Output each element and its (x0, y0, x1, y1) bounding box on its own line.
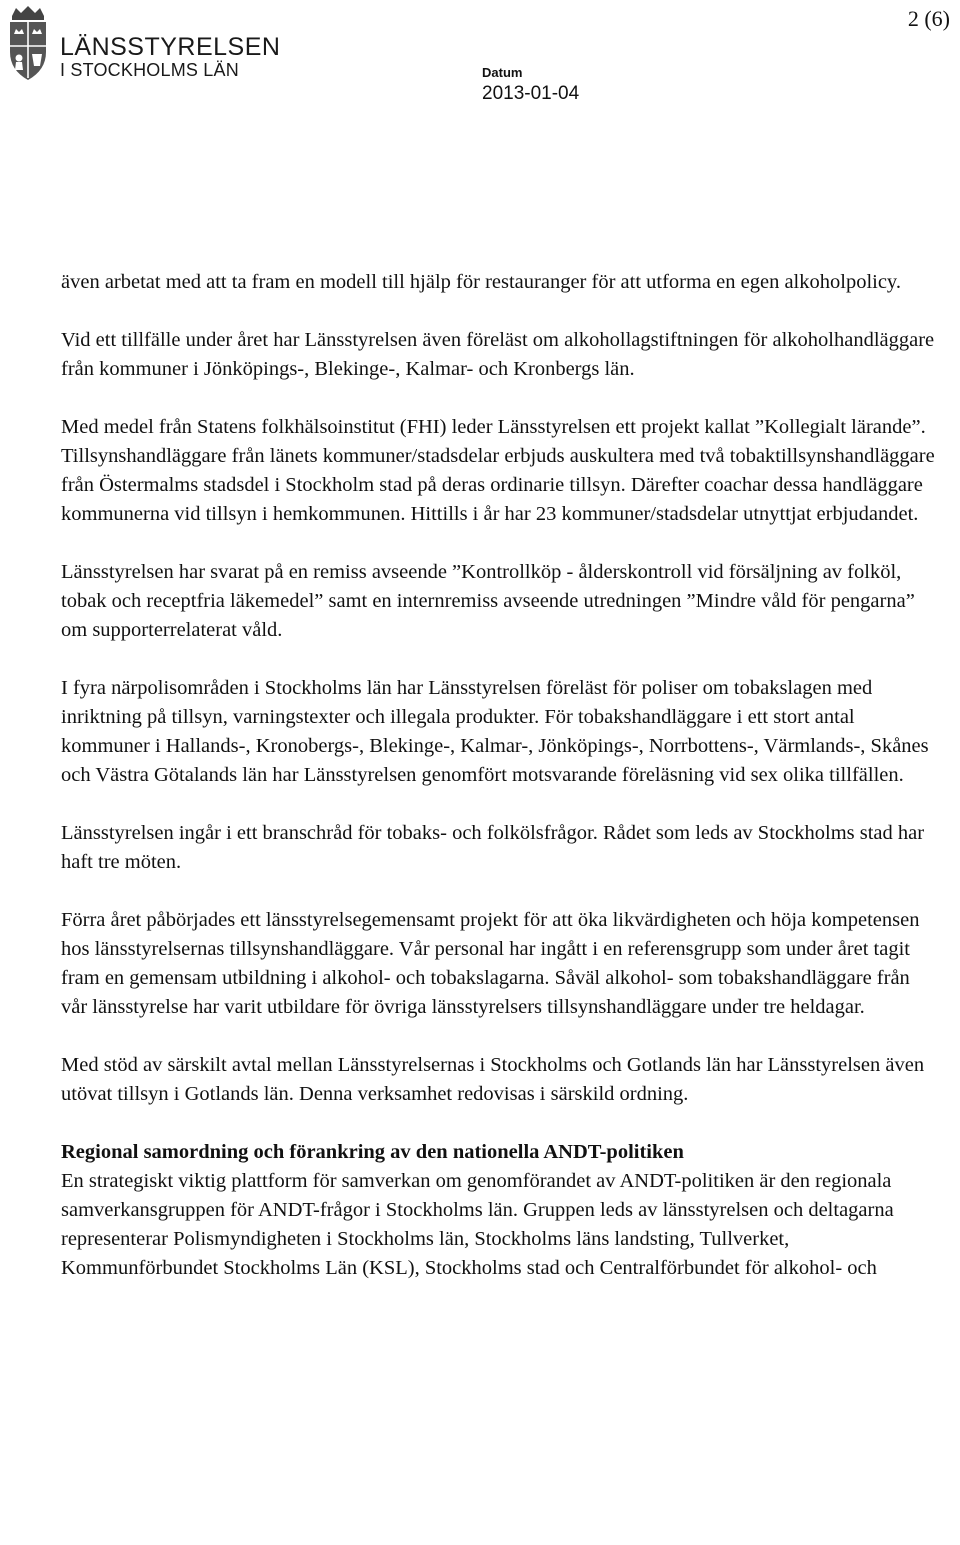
lansstyrelsen-logo (4, 4, 281, 84)
paragraph: Med medel från Statens folkhälsoinstitut (FHI) leder Länsstyrelsen ett projekt kallat ”Kollegialt lärande”. Tillsynshandläggare från länets kommuner/stadsdelar erbjuds auskultera med två tobaktillsynshandläggare från Östermalms stadsdel i Stockholm stad på deras ordinarie tillsyn. Därefter coachar dessa handläggare kommunerna vid tillsyn i hemkommunen. Hittills i år har 23 kommuner/stadsdelar utnyttjat erbjudandet. (61, 416, 935, 525)
paragraph: Länsstyrelsen ingår i ett branschråd för tobaks- och folkölsfrågor. Rådet som leds av Stockholms stad har haft tre möten. (61, 822, 925, 873)
paragraph: även arbetat med att ta fram en modell till hjälp för restauranger för att utforma en egen alkoholpolicy. (61, 271, 901, 293)
section-heading: Regional samordning och förankring av den nationella ANDT-politiken (61, 1141, 684, 1163)
coat-of-arms-icon (4, 4, 52, 84)
date-label: Datum (482, 65, 523, 80)
paragraph: Vid ett tillfälle under året har Länsstyrelsen även föreläst om alkohollagstiftningen för alkoholhandläggare från kommuner i Jönköpings-, Blekinge-, Kalmar- och Kronbergs län. (61, 329, 935, 380)
page-number: 2 (6) (907, 6, 950, 31)
section-text: En strategiskt viktig plattform för samverkan om genomförandet av ANDT-politiken är den regionala samverkansgruppen för ANDT-frågor i Stockholms län. Gruppen leds av länsstyrelsen och deltagarna representerar Polismyndigheten i Stockholms län, Stockholms läns landsting, Tullverket, Kommunförbundet Stockholms Län (KSL), Stockholms stad och Centralförbundet för alkohol- och (61, 1170, 894, 1279)
org-name: LÄNSSTYRELSEN (60, 33, 281, 61)
document-body (61, 268, 941, 1283)
paragraph: Med stöd av särskilt avtal mellan Länsstyrelsernas i Stockholms och Gotlands län har Länsstyrelsen även utövat tillsyn i Gotlands län. Denna verksamhet redovisas i särskild ordning. (61, 1054, 925, 1105)
date-block (482, 66, 579, 106)
paragraph: Förra året påbörjades ett länsstyrelsegemensamt projekt för att öka likvärdigheten och höja kompetensen hos länsstyrelsernas tillsynshandläggare. Vår personal har ingått i en referensgrupp som under året tagit fram en gemensam utbildning i alkohol- och tobakslagarna. Såväl alkohol- som tobakshandläggare från vår länsstyrelse har varit utbildare för övriga länsstyrelsers tillsynshandläggare under tre heldagar. (61, 909, 920, 1018)
section (61, 1138, 941, 1283)
date-value: 2013-01-04 (482, 83, 580, 104)
org-subname: I STOCKHOLMS LÄN (60, 60, 239, 80)
paragraph: Länsstyrelsen har svarat på en remiss avseende ”Kontrollköp - ålderskontroll vid försäljning av folköl, tobak och receptfria läkemedel” samt en internremiss avseende utredningen ”Mindre våld för pengarna” om supporterrelaterat våld. (61, 561, 915, 641)
paragraph: I fyra närpolisområden i Stockholms län har Länsstyrelsen föreläst för poliser om tobakslagen med inriktning på tillsyn, varningstexter och illegala produkter. För tobakshandläggare i ett stort antal kommuner i Hallands-, Kronobergs-, Blekinge-, Kalmar-, Jönköpings-, Norrbottens-, Värmlands-, Skånes och Västra Götalands län har Länsstyrelsen genomfört motsvarande föreläsning vid sex olika tillfällen. (61, 677, 929, 786)
